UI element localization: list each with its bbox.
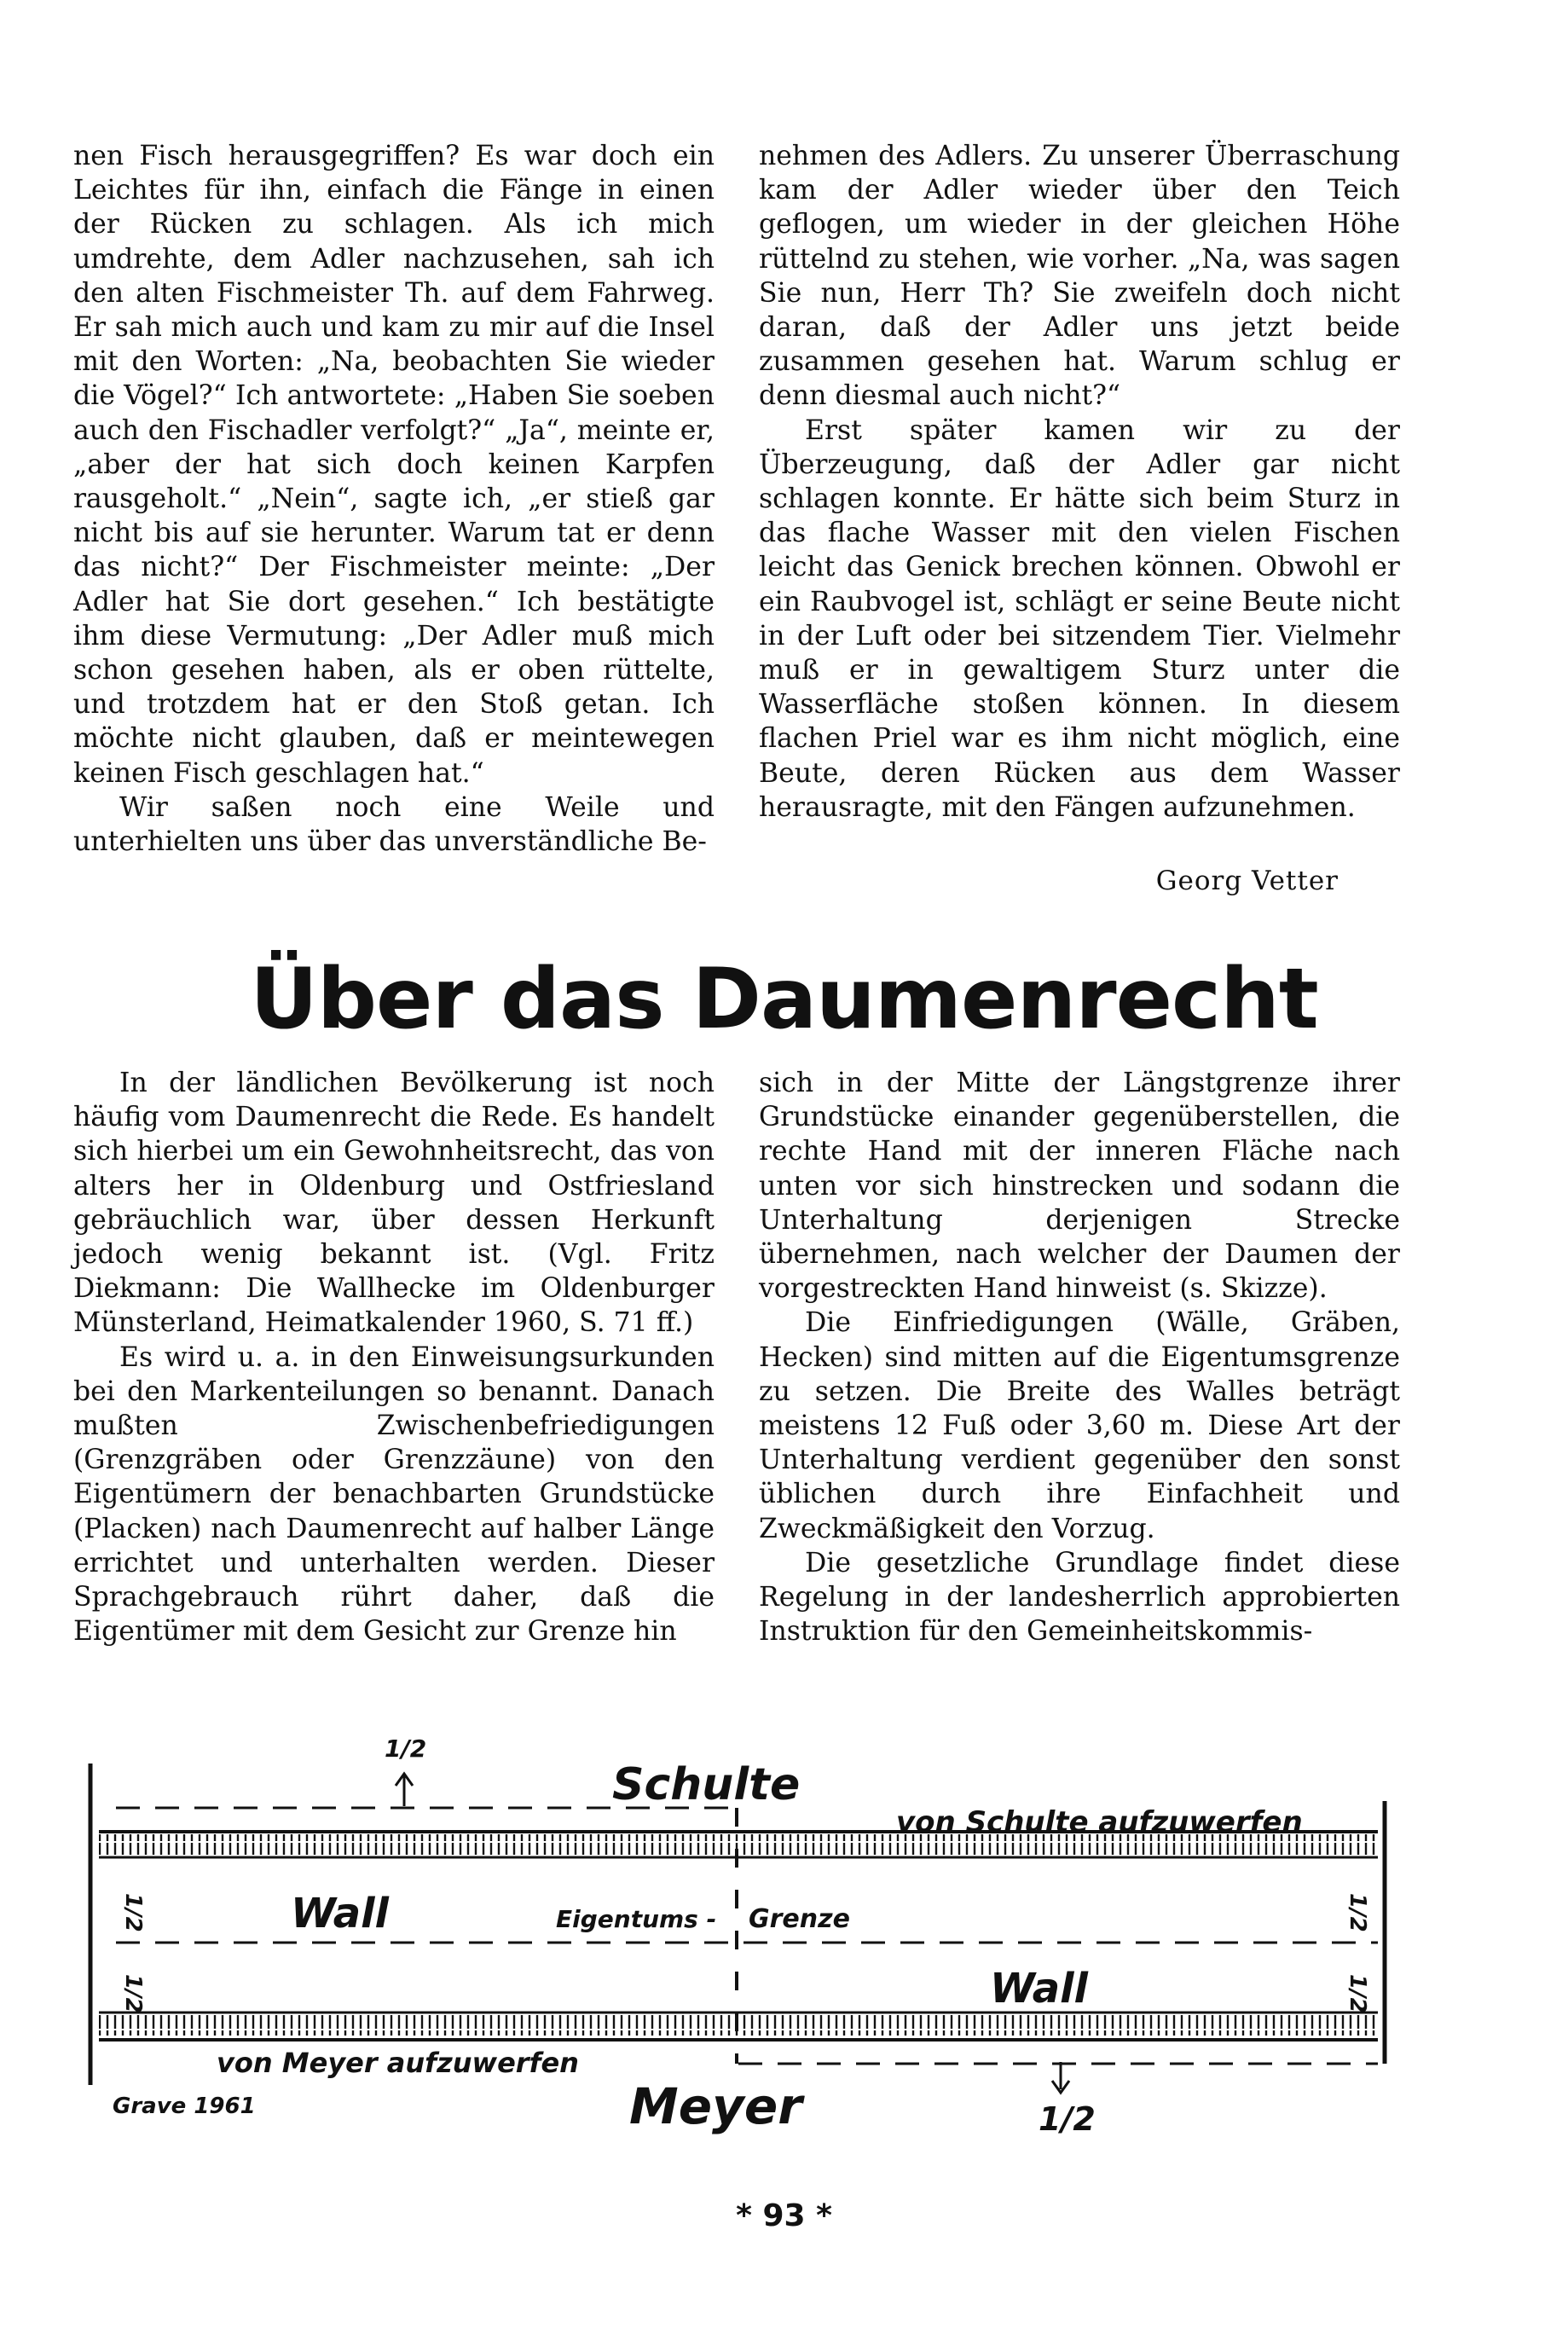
note-bottom-label: von Meyer aufzuwerfen xyxy=(217,2047,579,2079)
author-signature: Georg Vetter xyxy=(1155,866,1339,896)
artist-signature: Grave 1961 xyxy=(113,2094,256,2119)
article-column-bottom-right xyxy=(759,1066,1400,1648)
paragraph: nen Fisch herausgegriffen? Es war doch ein Leichtes für ihn, einfach die Fänge in einen der Rücken zu schlagen. Als ich mich umdrehte, dem Adler nachzusehen, sah ich den alten Fischmeister Th. auf dem Fahrweg. Er sah mich auch und kam zu mir auf die Insel mit den Worten: „Na, beobachten Sie wieder die Vögel?“ Ich antwortete: „Haben Sie soeben auch den Fischadler verfolgt?“ „Ja“, meinte er, „aber der hat sich doch keinen Karpfen rausgeholt.“ „Nein“, sagte ich, „er stieß gar nicht bis auf sie herunter. Warum tat er denn das nicht?“ Der Fischmeister meinte: „Der Adler hat Sie dort gesehen.“ Ich bestätigte ihm diese Vermutung: „Der Adler muß mich schon gesehen haben, als er oben rüttelte, und trotzdem hat er den Stoß getan. Ich möchte nicht glauben, daß er meintewegen keinen Fisch geschlagen hat.“ xyxy=(73,141,715,789)
wall-left-label: Wall xyxy=(291,1890,389,1937)
side-mark-right: 1/2 xyxy=(1345,1893,1370,1932)
boundary-sketch xyxy=(82,1723,1412,2149)
article-column-bottom-left xyxy=(73,1066,715,1648)
paragraph: Die Einfriedigungen (Wälle, Gräben, Hecken) sind mitten auf die Eigentumsgrenze zu setzen. Die Breite des Walles beträgt meistens 12 Fuß oder 3,60 m. Diese Art der Unterhaltung verdient gegenüber den sonst üblichen durch ihre Einfachheit und Zweckmäßigkeit den Vorzug. xyxy=(759,1307,1400,1544)
note-top-label: von Schulte aufzuwerfen xyxy=(896,1805,1303,1839)
side-mark-right: 1/2 xyxy=(1345,1974,1370,2013)
article-column-top-right xyxy=(759,139,1400,825)
paragraph: Es wird u. a. in den Einweisungsurkunden bei den Markenteilungen so benannt. Danach mußten Zwischenbefriedigungen (Grenzgräben oder Grenzzäune) von den Eigentümern der benachbarten Grundstücke (Placken) nach Daumenrecht auf halber Länge errichtet und unterhalten werden. Dieser Sprachgebrauch rührt daher, daß die Eigentümer mit dem Gesicht zur Grenze hin xyxy=(73,1341,715,1648)
boundary-label-left: Eigentums - xyxy=(556,1905,717,1933)
half-mark-top: 1/2 xyxy=(385,1735,427,1763)
paragraph: Wir saßen noch eine Weile und unterhielten uns über das unverständliche Be- xyxy=(73,791,715,858)
side-mark-left: 1/2 xyxy=(120,1974,146,2013)
article-title: Über das Daumenrecht xyxy=(250,951,1318,1048)
article-column-top-left xyxy=(73,139,715,859)
page-number: * 93 * xyxy=(736,2198,832,2233)
paragraph: In der ländlichen Bevölkerung ist noch häufig vom Daumenrecht die Rede. Es handelt sich hierbei um ein Gewohnheitsrecht, das von alters her in Oldenburg und Ostfriesland gebräuchlich war, über dessen Herkunft jedoch wenig bekannt ist. (Vgl. Fritz Diekmann: Die Wallhecke im Oldenburger Münsterland, Heimatkalender 1960, S. 71 ff.) xyxy=(73,1068,715,1339)
paragraph: nehmen des Adlers. Zu unserer Überraschung kam der Adler wieder über den Teich geflogen, um wieder in der gleichen Höhe rüttelnd zu stehen, wie vorher. „Na, was sagen Sie nun, Herr Th? Sie zweifeln doch nicht daran, daß der Adler uns jetzt beide zusammen gesehen hat. Warum schlug er denn diesmal auch nicht?“ xyxy=(759,141,1400,412)
paragraph: Die gesetzliche Grundlage findet diese Regelung in der landesherrlich approbierten Instruktion für den Gemeinheitskommis- xyxy=(759,1547,1400,1648)
boundary-label-right: Grenze xyxy=(749,1904,850,1934)
owner-bottom-label: Meyer xyxy=(629,2077,802,2135)
owner-top-label: Schulte xyxy=(612,1759,801,1810)
paragraph: sich in der Mitte der Längstgrenze ihrer Grundstücke einander gegenüberstellen, die rechte Hand mit der inneren Fläche nach unten vor sich hinstrecken und sodann die Unterhaltung derjenigen Strecke übernehmen, nach welcher der Daumen der vorgestreckten Hand hinweist (s. Skizze). xyxy=(759,1068,1400,1305)
wall-right-label: Wall xyxy=(990,1965,1088,2013)
paragraph: Erst später kamen wir zu der Überzeugung, daß der Adler gar nicht schlagen konnte. Er hätte sich beim Sturz in das flache Wasser mit den vielen Fischen leicht das Genick brechen können. Obwohl er ein Raubvogel ist, schlägt er seine Beute nicht in der Luft oder bei sitzendem Tier. Vielmehr muß er in gewaltigem Sturz unter die Wasserfläche stoßen können. In diesem flachen Priel war es ihm nicht möglich, eine Beute, deren Rücken aus dem Wasser herausragte, mit den Fängen aufzunehmen. xyxy=(759,414,1400,823)
side-mark-left: 1/2 xyxy=(120,1893,146,1932)
half-mark-bottom: 1/2 xyxy=(1039,2100,1096,2138)
